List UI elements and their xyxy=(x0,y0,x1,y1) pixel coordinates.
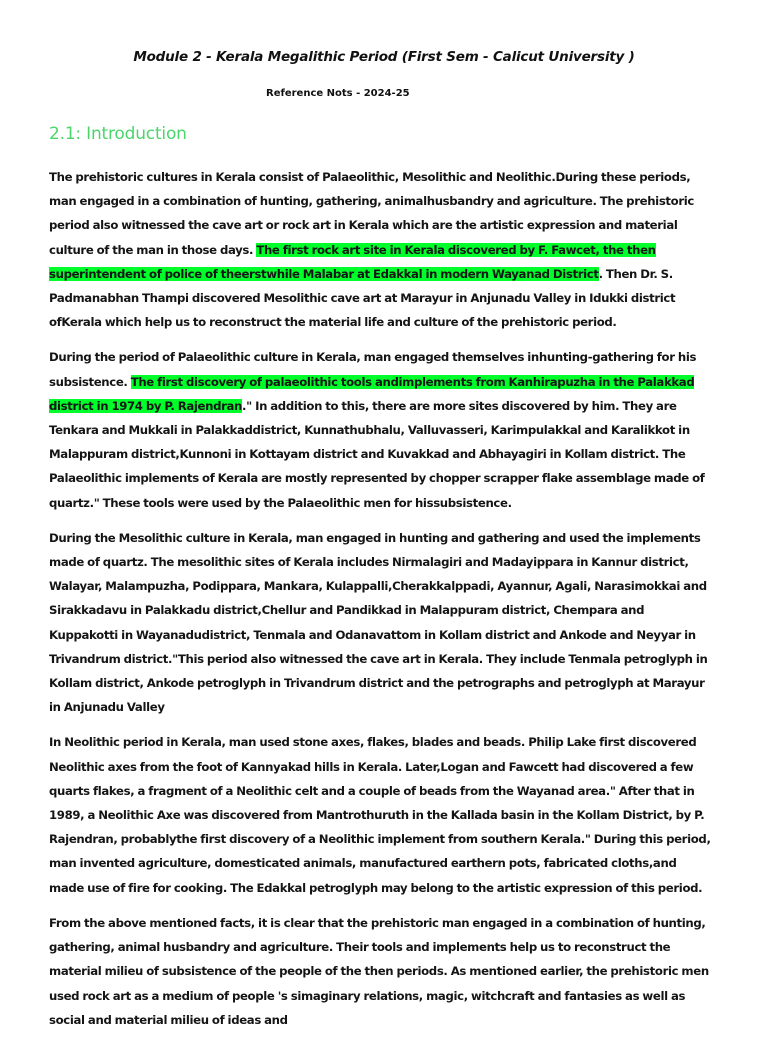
paragraph-text: . Then Dr. S. Padmanabhan Thampi discovered Mesolithic cave art at Marayur in Anjunadu Valley in Idukki district ofKerala which help us to reconstruct the material life and culture of the prehistoric period. xyxy=(49,266,676,330)
highlighted-text: The first rock art site in Kerala discovered by F. Fawcet, the then superintendent of police of theerstwhile Malabar at Edakkal in modern Wayanad District xyxy=(49,242,656,281)
document-subtitle: Reference Nots - 2024-25 xyxy=(266,88,410,99)
paragraph-text: ." In addition to this, there are more sites discovered by him. They are Tenkara and Mukkali in Palakkaddistrict, Kunnathubhalu, Valluvasseri, Karimpulakkal and Karalikkot in Malappuram district,Kunnoni in Kottayam district and Kuvakkad and Abhayagiri in Kollam district. The Palaeolithic implements of Kerala are mostly represented by chopper scrapper flake assemblage made of quartz." These tools were used by the Palaeolithic men for hissubsistence. xyxy=(49,398,705,510)
paragraph-3 xyxy=(49,526,713,720)
body-text xyxy=(49,165,713,1043)
paragraph-text: In Neolithic period in Kerala, man used stone axes, flakes, blades and beads. Philip Lake first discovered Neolithic axes from the foot of Kannyakad hills in Kerala. Later,Logan and Fawcett had discovered a few quarts flakes, a fragment of a Neolithic celt and a couple of beads from the Wayanad area." After that in 1989, a Neolithic Axe was discovered from Mantrothuruth in the Kallada basin in the Kollam District, by P. Rajendran, probablythe first discovery of a Neolithic implement from southern Kerala." During this period, man invented agriculture, domesticated animals, manufactured earthern pots, fabricated cloths,and made use of fire for cooking. The Edakkal petroglyph may belong to the artistic expression of this period. xyxy=(49,735,711,895)
paragraph-4 xyxy=(49,730,713,899)
document-title: Module 2 - Kerala Megalithic Period (First Sem - Calicut University ) xyxy=(133,49,635,65)
paragraph-1 xyxy=(49,165,713,334)
section-heading: 2.1: Introduction xyxy=(49,124,187,144)
paragraph-5 xyxy=(49,911,713,1032)
paragraph-text: The prehistoric cultures in Kerala consist of Palaeolithic, Mesolithic and Neolithic.During these periods, man engaged in a combination of hunting, gathering, animalhusbandry and agriculture. The prehistoric period also witnessed the cave art or rock art in Kerala which are the artistic expression and material culture of the man in those days. xyxy=(49,170,694,257)
highlighted-text: The first discovery of palaeolithic tools andimplements from Kanhirapuzha in the Palakkad district in 1974 by P. Rajendran xyxy=(49,374,695,413)
paragraph-2 xyxy=(49,345,713,514)
paragraph-text: From the above mentioned facts, it is clear that the prehistoric man engaged in a combination of hunting, gathering, animal husbandry and agriculture. Their tools and implements help us to reconstruct the material milieu of subsistence of the people of the then periods. As mentioned earlier, the prehistoric men used rock art as a medium of people 's simaginary relations, magic, witchcraft and fantasies as well as social and material milieu of ideas and xyxy=(49,915,709,1027)
paragraph-text: During the Mesolithic culture in Kerala, man engaged in hunting and gathering and used the implements made of quartz. The mesolithic sites of Kerala includes Nirmalagiri and Madayippara in Kannur district, Walayar, Malampuzha, Podippara, Mankara, Kulappalli,Cherakkalppadi, Ayannur, Agali, Narasimokkai and Sirakkadavu in Palakkadu district,Chellur and Pandikkad in Malappuram district, Chempara and Kuppakotti in Wayanadudistrict, Tenmala and Odanavattom in Kollam district and Ankode and Neyyar in Trivandrum district."This period also witnessed the cave art in Kerala. They include Tenmala petroglyph in Kollam district, Ankode petroglyph in Trivandrum district and the petrographs and petroglyph at Marayur in Anjunadu Valley xyxy=(49,530,708,715)
paragraph-text: During the period of Palaeolithic culture in Kerala, man engaged themselves inhunting-gathering for his subsistence. xyxy=(49,350,697,389)
